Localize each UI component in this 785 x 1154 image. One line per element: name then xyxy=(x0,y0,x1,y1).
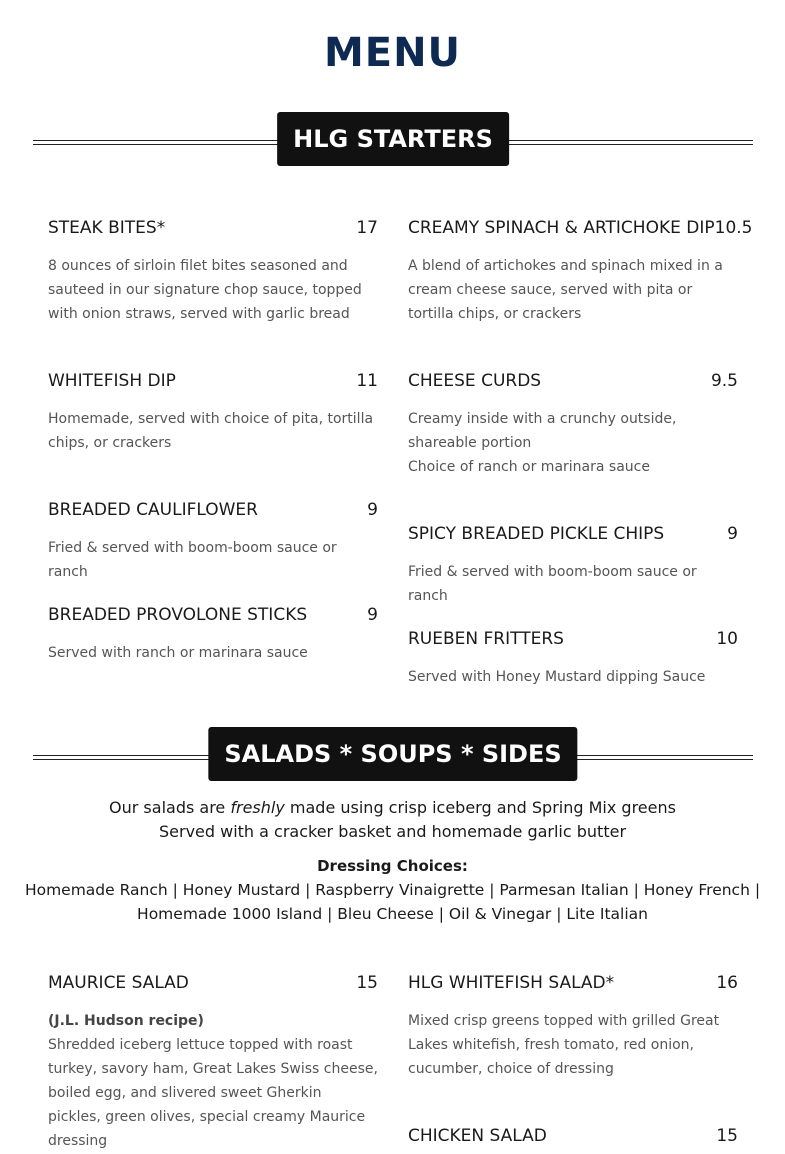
menu-item xyxy=(408,524,738,608)
item-name: STEAK BITES* xyxy=(48,218,166,238)
salads-intro xyxy=(0,796,785,844)
item-description: Served with ranch or marinara sauce xyxy=(48,645,308,661)
menu-item xyxy=(408,629,738,689)
intro-emphasis: freshly xyxy=(230,798,285,817)
item-name: CHEESE CURDS xyxy=(408,371,542,391)
menu-item xyxy=(48,218,378,326)
menu-item xyxy=(408,973,738,1081)
menu-item xyxy=(408,371,738,479)
intro-line-2: Served with a cracker basket and homemade garlic butter xyxy=(158,822,627,841)
item-description: Fried & served with boom-boom sauce or ranch xyxy=(408,564,697,604)
menu-item xyxy=(48,500,378,584)
item-price: 9 xyxy=(367,500,378,520)
item-price: 17 xyxy=(356,218,378,238)
item-description: 8 ounces of sirloin filet bites seasoned and sauteed in our signature chop sauce, topped with onion straws, served with garlic bread xyxy=(48,258,362,322)
item-name: SPICY BREADED PICKLE CHIPS xyxy=(408,524,665,544)
item-price: 15 xyxy=(356,973,378,993)
intro-text: Our salads are xyxy=(109,798,231,817)
item-price: 15 xyxy=(716,1126,738,1146)
item-price: 9 xyxy=(367,605,378,625)
section-heading: SALADS * SOUPS * SIDES xyxy=(208,727,577,781)
item-price: 9 xyxy=(727,524,738,544)
item-name: HLG WHITEFISH SALAD* xyxy=(408,973,615,993)
item-description: Mixed crisp greens topped with grilled Great Lakes whitefish, fresh tomato, red onion, cucumber, choice of dressing xyxy=(408,1013,720,1077)
item-note: (J.L. Hudson recipe) xyxy=(48,1013,204,1029)
item-price: 16 xyxy=(716,973,738,993)
menu-item xyxy=(48,371,378,455)
item-name: WHITEFISH DIP xyxy=(48,371,176,391)
item-price: 10 xyxy=(716,629,738,649)
menu-title: MENU xyxy=(323,30,462,76)
section-heading: HLG STARTERS xyxy=(277,112,509,166)
item-name: CHICKEN SALAD xyxy=(408,1126,547,1146)
dressing-choices xyxy=(0,854,785,926)
item-name: RUEBEN FRITTERS xyxy=(408,629,564,649)
section-banner-salads xyxy=(33,727,753,781)
item-price: 9.5 xyxy=(710,371,738,391)
section-banner-starters xyxy=(33,112,753,166)
item-description: Homemade, served with choice of pita, tortilla chips, or crackers xyxy=(48,411,374,451)
item-name: BREADED CAULIFLOWER xyxy=(48,500,258,520)
menu-item xyxy=(408,218,753,326)
dressing-list: Homemade 1000 Island | Bleu Cheese | Oil & Vinegar | Lite Italian xyxy=(137,905,648,923)
item-name: CREAMY SPINACH & ARTICHOKE DIP xyxy=(408,218,715,238)
item-description: Served with Honey Mustard dipping Sauce xyxy=(408,669,706,685)
menu-item xyxy=(48,605,378,665)
dressing-label: Dressing Choices: xyxy=(317,857,468,875)
item-description: Creamy inside with a crunchy outside, shareable portion xyxy=(408,411,677,451)
dressing-list: Homemade Ranch | Honey Mustard | Raspberry Vinaigrette | Parmesan Italian | Honey French | xyxy=(24,881,761,899)
item-description: A blend of artichokes and spinach mixed in a cream cheese sauce, served with pita or tortilla chips, or crackers xyxy=(408,258,723,322)
item-price: 10.5 xyxy=(714,218,753,238)
item-name: MAURICE SALAD xyxy=(48,973,189,993)
item-price: 11 xyxy=(356,371,378,391)
item-description: Shredded iceberg lettuce topped with roast turkey, savory ham, Great Lakes Swiss cheese, boiled egg, and slivered sweet Gherkin pickles, green olives, special creamy Maurice dressing xyxy=(48,1037,378,1149)
item-description: Fried & served with boom-boom sauce or ranch xyxy=(48,540,337,580)
item-description: Choice of ranch or marinara sauce xyxy=(408,459,650,475)
menu-item xyxy=(408,1126,738,1146)
intro-text: made using crisp iceberg and Spring Mix greens xyxy=(284,798,676,817)
menu-item xyxy=(48,973,378,1153)
item-name: BREADED PROVOLONE STICKS xyxy=(48,605,308,625)
